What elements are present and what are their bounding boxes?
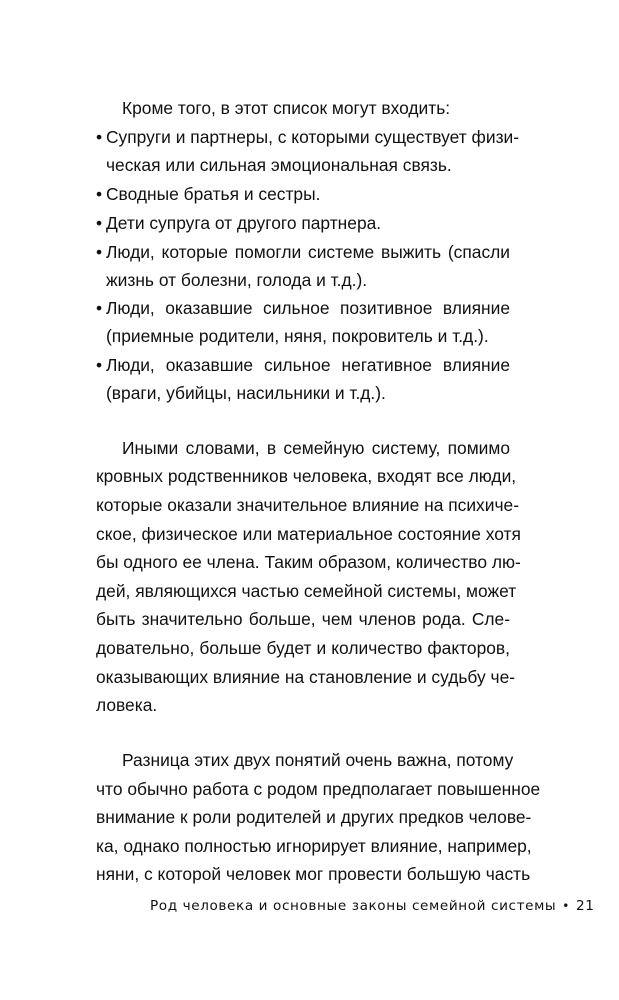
list-item (96, 297, 510, 319)
bullet-icon: • (96, 355, 103, 375)
list-item (96, 183, 510, 205)
page-number: 21 (575, 898, 595, 914)
list-item (96, 212, 510, 234)
page-footer (150, 897, 595, 915)
paragraph-line: бы одного ее члена. Таким образом, количество лю- (96, 552, 521, 572)
paragraph-line: что обычно работа с родом предполагает повышенное (96, 779, 541, 799)
bullet-icon: • (96, 213, 103, 233)
paragraph-line: кровных родственников человека, входят все люди, (96, 466, 517, 486)
paragraph-line: ловека. (96, 695, 158, 715)
paragraph-line: дей, являющихся частью семейной системы, может (96, 581, 517, 601)
paragraph-line: довательно, больше будет и количество факторов, (96, 638, 510, 658)
list-item-text: (враги, убийцы, насильники и т.д.). (106, 383, 386, 403)
paragraph-line: няни, с которой человек мог провести большую часть (96, 864, 531, 884)
list-item-text: Люди, оказавшие сильное позитивное влияние (106, 298, 510, 318)
paragraph-line: оказывающих влияние на становление и судьбу че- (96, 667, 516, 687)
paragraph-line: Разница этих двух понятий очень важна, потому (122, 750, 514, 770)
list-item (96, 354, 510, 376)
running-title: Род человека и основные законы семейной системы (150, 898, 557, 914)
footer-separator: • (562, 899, 570, 913)
paragraph-line: ка, однако полностью игнорирует влияние, например, (96, 836, 532, 856)
list-intro: Кроме того, в этот список могут входить: (122, 98, 451, 118)
list-item (96, 241, 510, 263)
paragraph-line: быть значительно больше, чем членов рода. Сле- (96, 609, 510, 629)
bullet-icon: • (96, 127, 103, 147)
list-item-text: Сводные братья и сестры. (106, 184, 321, 204)
paragraph-line: Иными словами, в семейную систему, помимо (122, 438, 510, 458)
bullet-icon: • (96, 242, 103, 262)
paragraph-line: внимание к роли родителей и других предков челове- (96, 807, 532, 827)
bullet-icon: • (96, 184, 103, 204)
list-item-text: Дети супруга от другого партнера. (106, 213, 382, 233)
bullet-icon: • (96, 298, 103, 318)
paragraph-line: которые оказали значительное влияние на психиче- (96, 495, 519, 515)
list-item-text: ческая или сильная эмоциональная связь. (106, 155, 452, 175)
list-item-text: жизнь от болезни, голода и т.д.). (106, 270, 368, 290)
list-item-text: Люди, которые помогли системе выжить (спасли (106, 242, 510, 262)
list-item-text: Люди, оказавшие сильное негативное влияние (106, 355, 510, 375)
paragraph-line: ское, физическое или материальное состояние хотя (96, 524, 521, 544)
list-item-text: (приемные родители, няня, покровитель и т.д.). (106, 326, 489, 346)
list-item-text: Супруги и партнеры, с которыми существует физи- (106, 127, 520, 147)
list-item (96, 126, 520, 148)
